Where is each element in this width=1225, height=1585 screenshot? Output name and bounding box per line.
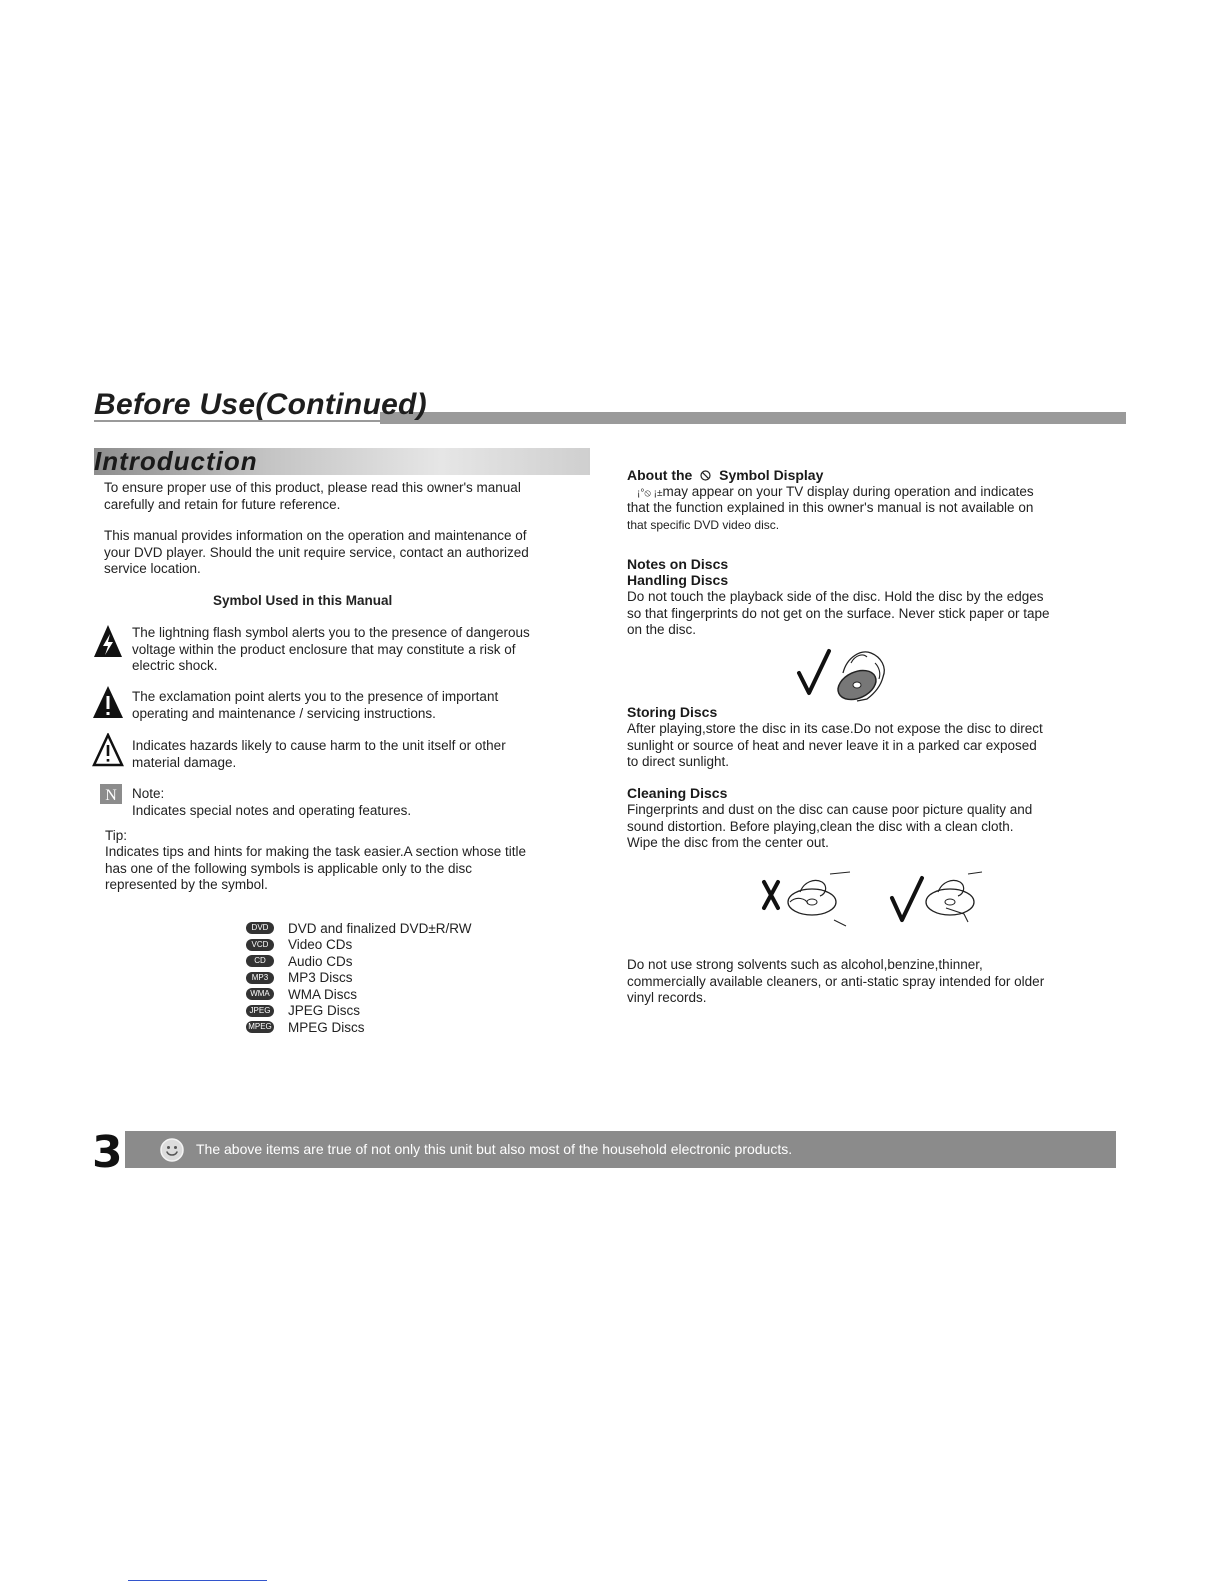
about-line-1: ¡°⦸ ¡±may appear on your TV display during operation and indicates xyxy=(637,484,1034,499)
hazard-description: Indicates hazards likely to cause harm to the unit itself or other material damage. xyxy=(132,738,506,770)
tip-label: Tip: xyxy=(105,828,128,843)
handling-text: Do not touch the playback side of the disc. Hold the disc by the edges so that fingerprints do not get on the surface. Never stick paper or tape on the disc. xyxy=(627,589,1050,637)
page-number: 3 xyxy=(92,1127,123,1178)
exclamation-description: The exclamation point alerts you to the presence of important operating and maintenance / servicing instructions. xyxy=(132,689,499,721)
exclamation-warning-icon xyxy=(92,685,124,719)
footer-text: The above items are true of not only this unit but also most of the household electronic products. xyxy=(196,1141,793,1157)
list-item: JPEG JPEG Discs xyxy=(246,1003,471,1020)
cd-badge-icon: CD xyxy=(246,955,274,967)
correct-handling-illustration xyxy=(795,643,895,705)
note-block: Note: Indicates special notes and operating features. xyxy=(132,786,412,818)
section-title: Introduction xyxy=(94,446,258,476)
wrong-cleaning-illustration xyxy=(760,868,855,930)
about-symbol-heading: About the Symbol Display xyxy=(627,467,824,483)
intro-paragraph-2: This manual provides information on the operation and maintenance of your DVD player. Should the unit require service, contact an authorized service location. xyxy=(104,528,529,576)
lightning-description: The lightning flash symbol alerts you to the presence of dangerous voltage within the product enclosure that may constitute a risk of electric shock. xyxy=(132,625,530,673)
page-title: Before Use(Continued) xyxy=(94,388,427,421)
mp3-badge-icon: MP3 xyxy=(246,972,274,984)
notes-heading: Notes on Discs xyxy=(627,556,729,572)
link-underline xyxy=(128,1580,267,1581)
list-item: DVD DVD and finalized DVD±R/RW xyxy=(246,920,471,937)
mpeg-badge-icon: MPEG xyxy=(246,1021,274,1033)
list-item: MP3 MP3 Discs xyxy=(246,970,471,987)
hazard-caution-icon xyxy=(92,733,124,767)
list-item: VCD Video CDs xyxy=(246,937,471,954)
list-item: CD Audio CDs xyxy=(246,953,471,970)
list-item: WMA WMA Discs xyxy=(246,986,471,1003)
smiley-icon xyxy=(160,1138,184,1162)
intro-paragraph-1: To ensure proper use of this product, please read this owner's manual carefully and retain for future reference. xyxy=(104,480,521,512)
symbols-heading: Symbol Used in this Manual xyxy=(213,593,393,608)
about-line-2: that the function explained in this owner's manual is not available on xyxy=(627,500,1034,515)
lightning-warning-icon xyxy=(93,624,123,658)
note-icon xyxy=(100,784,122,804)
solvents-text: Do not use strong solvents such as alcohol,benzine,thinner, commercially available cleaners, or anti-static spray intended for older vinyl records. xyxy=(627,957,1045,1005)
cleaning-heading: Cleaning Discs xyxy=(627,785,728,801)
header-rule xyxy=(380,412,1126,424)
cleaning-text: Fingerprints and dust on the disc can cause poor picture quality and sound distortion. Before playing,clean the disc with a clean cloth. Wipe the disc from the center out. xyxy=(627,802,1033,850)
handling-heading: Handling Discs xyxy=(627,572,729,588)
dvd-badge-icon: DVD xyxy=(246,922,274,934)
disc-symbol-list xyxy=(246,920,471,1036)
jpeg-badge-icon: JPEG xyxy=(246,1005,274,1017)
storing-heading: Storing Discs xyxy=(627,704,718,720)
svg-text:N: N xyxy=(105,787,117,804)
wma-badge-icon: WMA xyxy=(246,988,274,1000)
storing-text: After playing,store the disc in its case.Do not expose the disc to direct sunlight or source of heat and never leave it in a parked car exposed to direct sunlight. xyxy=(627,721,1043,769)
prohibited-icon xyxy=(700,470,711,481)
vcd-badge-icon: VCD xyxy=(246,939,274,951)
correct-cleaning-illustration xyxy=(888,868,988,930)
tip-text: Indicates tips and hints for making the task easier.A section whose title has one of the following symbols is applicable only to the disc represented by the symbol. xyxy=(105,844,526,892)
about-line-3: that specific DVD video disc. xyxy=(627,518,780,532)
list-item: MPEG MPEG Discs xyxy=(246,1019,471,1036)
